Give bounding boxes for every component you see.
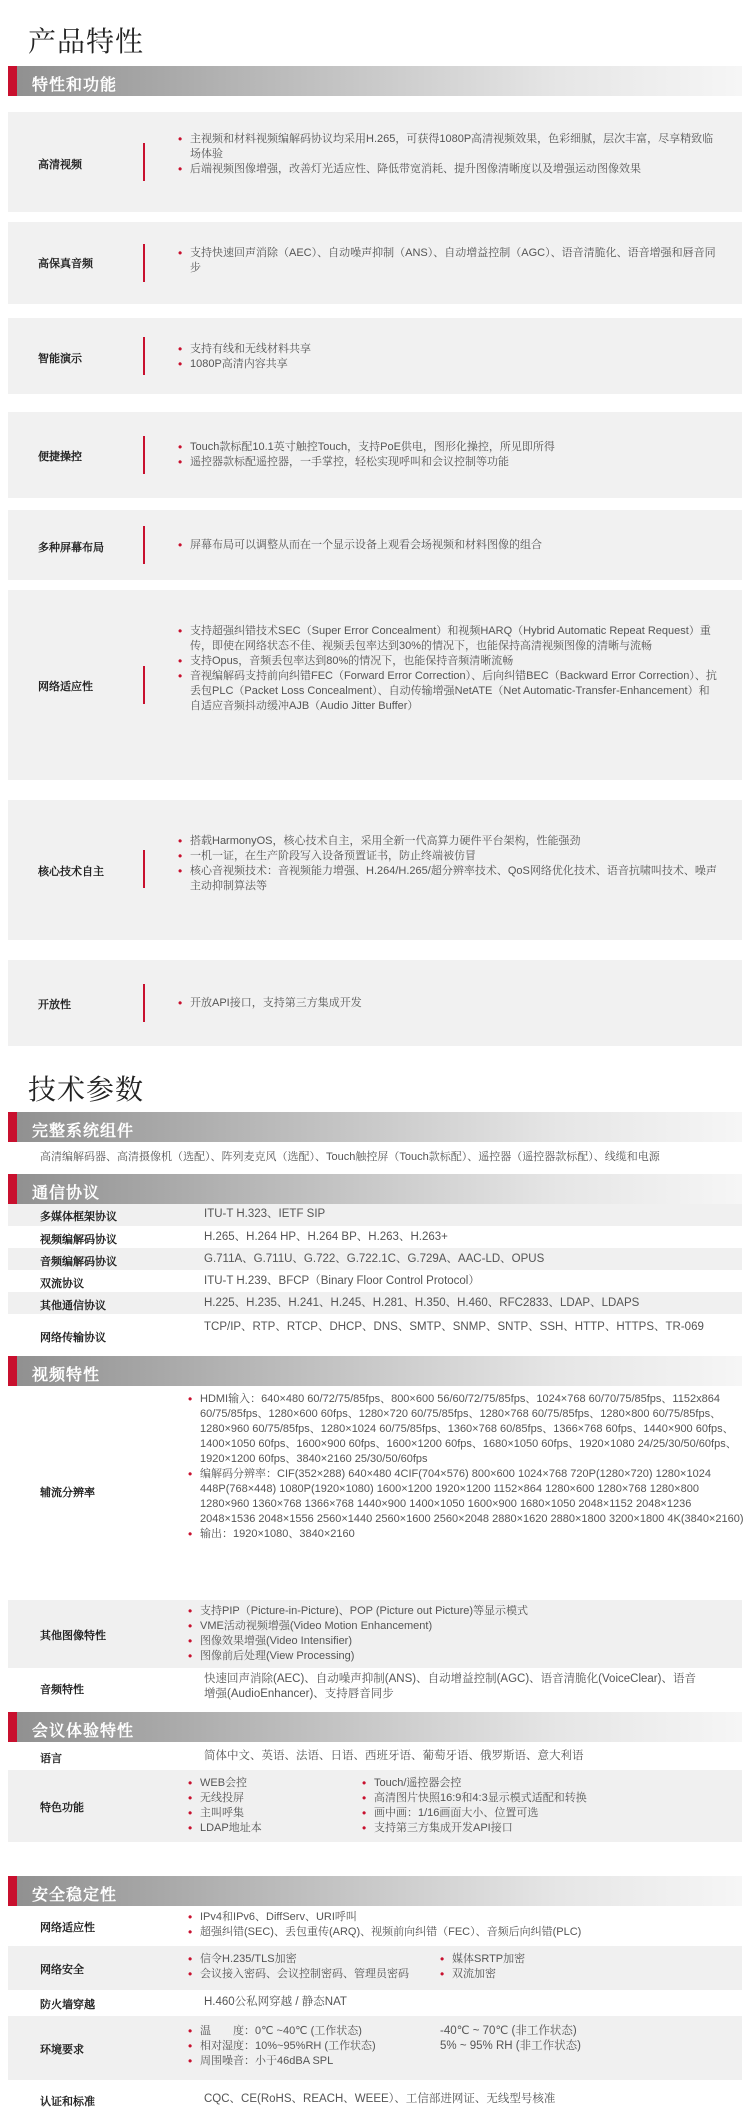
spec-row bbox=[8, 2086, 742, 2114]
feature-label: 开放性 bbox=[38, 999, 71, 1011]
spec-label: 视频编解码协议 bbox=[40, 1234, 117, 1246]
section-title: 会议体验特性 bbox=[32, 1723, 135, 1740]
spec-value: ITU-T H.239、BFCP（Binary Floor Control Protocol） bbox=[204, 1275, 480, 1287]
spec-label: 网络适应性 bbox=[40, 1922, 95, 1934]
spec-value: H.460公私网穿越 / 静态NAT bbox=[204, 1996, 347, 2008]
spec-item: • 图像前后处理(View Processing) bbox=[188, 1649, 728, 1664]
feature-label: 核心技术自主 bbox=[38, 866, 104, 878]
spec-label: 网络安全 bbox=[40, 1964, 84, 1976]
spec-row bbox=[8, 1248, 742, 1270]
spec-item: • 相对湿度：10%~95%RH (工作状态) bbox=[188, 2039, 438, 2054]
spec-item: • 会议接入密码、会议控制密码、管理员密码 bbox=[188, 1967, 438, 1982]
feature-item: • 核心音视频技术：音视频能力增强、H.264/H.265/超分辨率技术、QoS网络优化技术、语音抗啸叫技术、噪声主动抑制算法等 bbox=[178, 864, 718, 894]
feature-row bbox=[8, 800, 742, 940]
spec-item: • VME活动视频增强(Video Motion Enhancement) bbox=[188, 1619, 728, 1634]
spec-item: • HDMI输入：640×480 60/72/75/85fps、800×600 56/60/72/75/85fps、1024×768 60/70/75/85fps、1152x864 60/75/85fps、1280×600 60fps、1280×720 60/75/85fps、1280×768 60/75/85fps、1280×800 60/75/85fps、1280×960 60/75/85fps、1280×1024 60/75/85fps、1360×768 60/85fps、1366×768 60fps、1440×900 60fps、1400×1050 60fps、1600×900 60fps、1600×1200 60fps、1680×1050 60fps、1920×1080 24/25/30/50/60fps、1920×1200 60fps、3840×2160 25/30/50/60fps bbox=[188, 1392, 748, 1467]
feature-row bbox=[8, 412, 742, 498]
feature-item: • 屏幕布局可以调整从而在一个显示设备上观看会场视频和材料图像的组合 bbox=[178, 538, 718, 553]
spec-value: H.225、H.235、H.241、H.245、H.281、H.350、H.460、RFC2833、LDAP、LDAPS bbox=[204, 1297, 640, 1309]
section-bar-features bbox=[8, 66, 742, 96]
feature-item: • 支持有线和无线材料共享 bbox=[178, 342, 718, 357]
feature-item: • 支持超强纠错技术SEC（Super Error Concealment）和视频HARQ（Hybrid Automatic Repeat Request）重传，即使在网络状态不佳、视频丢包率达到30%的情况下，也能保持高清视频图像的清晰与流畅 bbox=[178, 624, 718, 654]
spec-label: 音频特性 bbox=[40, 1684, 84, 1696]
spec-item: • IPv4和IPv6、DiffServ、URI呼叫 bbox=[188, 1910, 728, 1925]
spec-item: • 主叫呼集 bbox=[188, 1806, 358, 1821]
spec-item: • 无线投屏 bbox=[188, 1791, 358, 1806]
components-text: 高清编解码器、高清摄像机（选配）、阵列麦克风（选配）、Touch触控屏（Touch款标配）、遥控器（遥控器款标配）、线缆和电源 bbox=[40, 1151, 660, 1163]
spec-label: 防火墙穿越 bbox=[40, 1999, 95, 2011]
spec-row bbox=[8, 1668, 742, 1708]
feature-item: • Touch款标配10.1英寸触控Touch，支持PoE供电，图形化操控，所见即所得 bbox=[178, 440, 718, 455]
spec-value: 5% ~ 95% RH (非工作状态) bbox=[440, 2040, 581, 2052]
spec-value: TCP/IP、RTP、RTCP、DHCP、DNS、SMTP、SNMP、SNTP、SSH、HTTP、HTTPS、TR-069 bbox=[204, 1321, 704, 1333]
spec-row bbox=[8, 1600, 742, 1668]
page-title-specs: 技术参数 bbox=[28, 1074, 145, 1105]
feature-divider bbox=[143, 666, 145, 704]
feature-item: • 支持Opus，音频丢包率达到80%的情况下，也能保持音频清晰流畅 bbox=[178, 654, 718, 669]
feature-item: • 后端视频图像增强，改善灯光适应性、降低带宽消耗、提升图像清晰度以及增强运动图像效果 bbox=[178, 162, 718, 177]
page-title-features: 产品特性 bbox=[28, 26, 145, 57]
feature-item: • 音视编解码支持前向纠错FEC（Forward Error Correction）、后向纠错BEC（Backward Error Correction）、抗丢包PLC（Packet Loss Concealment）、自动传输增强NetATE（Net Automatic-Transfer-Enhancement）和自适应音频抖动缓冲AJB（Audio Jitter Buffer） bbox=[178, 669, 718, 714]
section-bar-video bbox=[8, 1356, 742, 1386]
feature-label: 高清视频 bbox=[38, 159, 82, 171]
feature-item: • 开放API接口，支持第三方集成开发 bbox=[178, 996, 718, 1011]
feature-row bbox=[8, 590, 742, 780]
spec-item: • 信令H.235/TLS加密 bbox=[188, 1952, 438, 1967]
spec-row bbox=[8, 1316, 742, 1356]
spec-value: CQC、CE(RoHS、REACH、WEEE）、工信部进网证、无线型号核准 bbox=[204, 2093, 556, 2105]
bar-accent bbox=[8, 1174, 17, 1204]
bar-accent bbox=[8, 1712, 17, 1742]
spec-label: 双流协议 bbox=[40, 1278, 84, 1290]
spec-value: 快速回声消除(AEC)、自动噪声抑制(ANS)、自动增益控制(AGC)、语音清脆化(VoiceClear)、语音增强(AudioEnhancer)、支持唇音同步 bbox=[204, 1673, 696, 1700]
spec-item: • 支持第三方集成开发API接口 bbox=[362, 1821, 722, 1836]
spec-row bbox=[8, 1204, 742, 1226]
spec-item: • WEB会控 bbox=[188, 1776, 358, 1791]
section-bar-security bbox=[8, 1876, 742, 1906]
feature-item: • 主视频和材料视频编解码协议均采用H.265，可获得1080P高清视频效果，色彩细腻，层次丰富，尽享精致临场体验 bbox=[178, 132, 718, 162]
spec-item: • 超强纠错(SEC)、丢包重传(ARQ)、视频前向纠错（FEC）、音频后向纠错(PLC) bbox=[188, 1925, 728, 1940]
feature-row bbox=[8, 222, 742, 304]
feature-divider bbox=[143, 143, 145, 181]
spec-row bbox=[8, 1292, 742, 1314]
feature-divider bbox=[143, 244, 145, 282]
spec-label: 辅流分辨率 bbox=[40, 1487, 95, 1499]
spec-row bbox=[8, 1946, 742, 1990]
feature-item: • 支持快速回声消除（AEC）、自动噪声抑制（ANS）、自动增益控制（AGC）、语音清脆化、语音增强和唇音同步 bbox=[178, 246, 718, 276]
spec-row bbox=[8, 1744, 742, 1768]
feature-label: 智能演示 bbox=[38, 353, 82, 365]
spec-row bbox=[8, 1770, 742, 1842]
section-bar-meeting bbox=[8, 1712, 742, 1742]
spec-row bbox=[8, 1992, 742, 2014]
section-title: 特性和功能 bbox=[32, 77, 118, 94]
spec-item: • 输出：1920×1080、3840×2160 bbox=[188, 1527, 748, 1542]
section-bar-protocols bbox=[8, 1174, 742, 1204]
feature-label: 高保真音频 bbox=[38, 258, 93, 270]
spec-value: ITU-T H.323、IETF SIP bbox=[204, 1208, 326, 1220]
feature-row bbox=[8, 510, 742, 580]
spec-value: G.711A、G.711U、G.722、G.722.1C、G.729A、AAC-LD、OPUS bbox=[204, 1253, 545, 1265]
spec-item: • 周围噪音：小于46dBA SPL bbox=[188, 2054, 438, 2069]
spec-label: 音频编解码协议 bbox=[40, 1256, 117, 1268]
spec-label: 环境要求 bbox=[40, 2044, 84, 2056]
feature-divider bbox=[143, 850, 145, 888]
bar-accent bbox=[8, 66, 17, 96]
bar-accent bbox=[8, 1356, 17, 1386]
feature-row bbox=[8, 112, 742, 212]
spec-item: • 双流加密 bbox=[440, 1967, 690, 1982]
spec-value: H.265、H.264 HP、H.264 BP、H.263、H.263+ bbox=[204, 1231, 448, 1243]
feature-divider bbox=[143, 337, 145, 375]
bar-accent bbox=[8, 1876, 17, 1906]
spec-value: -40℃ ~ 70℃ (非工作状态) bbox=[440, 2025, 577, 2037]
feature-divider bbox=[143, 526, 145, 564]
section-title: 视频特性 bbox=[32, 1367, 101, 1384]
spec-item: • 支持PIP（Picture-in-Picture)、POP (Picture out Picture)等显示模式 bbox=[188, 1604, 728, 1619]
spec-item: • 媒体SRTP加密 bbox=[440, 1952, 690, 1967]
feature-label: 网络适应性 bbox=[38, 681, 93, 693]
spec-row bbox=[8, 2016, 742, 2080]
spec-label: 多媒体框架协议 bbox=[40, 1211, 117, 1223]
spec-row bbox=[8, 1226, 742, 1248]
spec-row bbox=[8, 1386, 742, 1600]
spec-item: • 画中画：1/16画面大小、位置可选 bbox=[362, 1806, 722, 1821]
spec-label: 其他通信协议 bbox=[40, 1300, 106, 1312]
bar-accent bbox=[8, 1112, 17, 1142]
feature-item: • 1080P高清内容共享 bbox=[178, 357, 718, 372]
section-title: 完整系统组件 bbox=[32, 1123, 135, 1140]
spec-label: 网络传输协议 bbox=[40, 1332, 106, 1344]
spec-item: • 编解码分辨率：CIF(352×288) 640×480 4CIF(704×576) 800×600 1024×768 720P(1280×720) 1280×1024 448P(768×448) 1080P(1920×1080) 1600×1200 1920×1200 1152×864 1280×600 1280×768 1280×800 1280×960 1360×768 1366×768 1440×900 1400×1050 1600×900 1680×1050 2048×1152 2048×1236 2048×1536 2048×1556 2560×1440 2560×1600 2560×2048 2880×1620 2880×1800 3200×1800 4K(3840×2160) bbox=[188, 1467, 748, 1527]
section-bar-components bbox=[8, 1112, 742, 1142]
feature-divider bbox=[143, 984, 145, 1022]
section-title: 通信协议 bbox=[32, 1185, 101, 1202]
spec-label: 特色功能 bbox=[40, 1802, 84, 1814]
spec-row bbox=[8, 1906, 742, 1946]
feature-label: 多种屏幕布局 bbox=[38, 542, 104, 554]
feature-label: 便捷操控 bbox=[38, 451, 82, 463]
feature-item: • 搭载HarmonyOS，核心技术自主，采用全新一代高算力硬件平台架构，性能强劲 bbox=[178, 834, 718, 849]
spec-label: 认证和标准 bbox=[40, 2096, 95, 2108]
spec-label: 其他图像特性 bbox=[40, 1630, 106, 1642]
spec-value: 简体中文、英语、法语、日语、西班牙语、葡萄牙语、俄罗斯语、意大利语 bbox=[204, 1750, 584, 1762]
spec-item: • 图像效果增强(Video Intensifier) bbox=[188, 1634, 728, 1649]
feature-item: • 一机一证，在生产阶段写入设备预置证书，防止终端被仿冒 bbox=[178, 849, 718, 864]
feature-row bbox=[8, 318, 742, 394]
spec-row bbox=[8, 1270, 742, 1292]
feature-item: • 遥控器款标配遥控器，一手掌控，轻松实现呼叫和会议控制等功能 bbox=[178, 455, 718, 470]
feature-row bbox=[8, 960, 742, 1046]
section-title: 安全稳定性 bbox=[32, 1887, 118, 1904]
spec-item: • 高清图片快照16:9和4:3显示模式适配和转换 bbox=[362, 1791, 722, 1806]
feature-divider bbox=[143, 436, 145, 474]
spec-item: • LDAP地址本 bbox=[188, 1821, 358, 1836]
spec-item: • 温 度：0℃ ~40℃ (工作状态) bbox=[188, 2024, 438, 2039]
spec-label: 语言 bbox=[40, 1753, 62, 1765]
spec-item: • Touch/遥控器会控 bbox=[362, 1776, 722, 1791]
